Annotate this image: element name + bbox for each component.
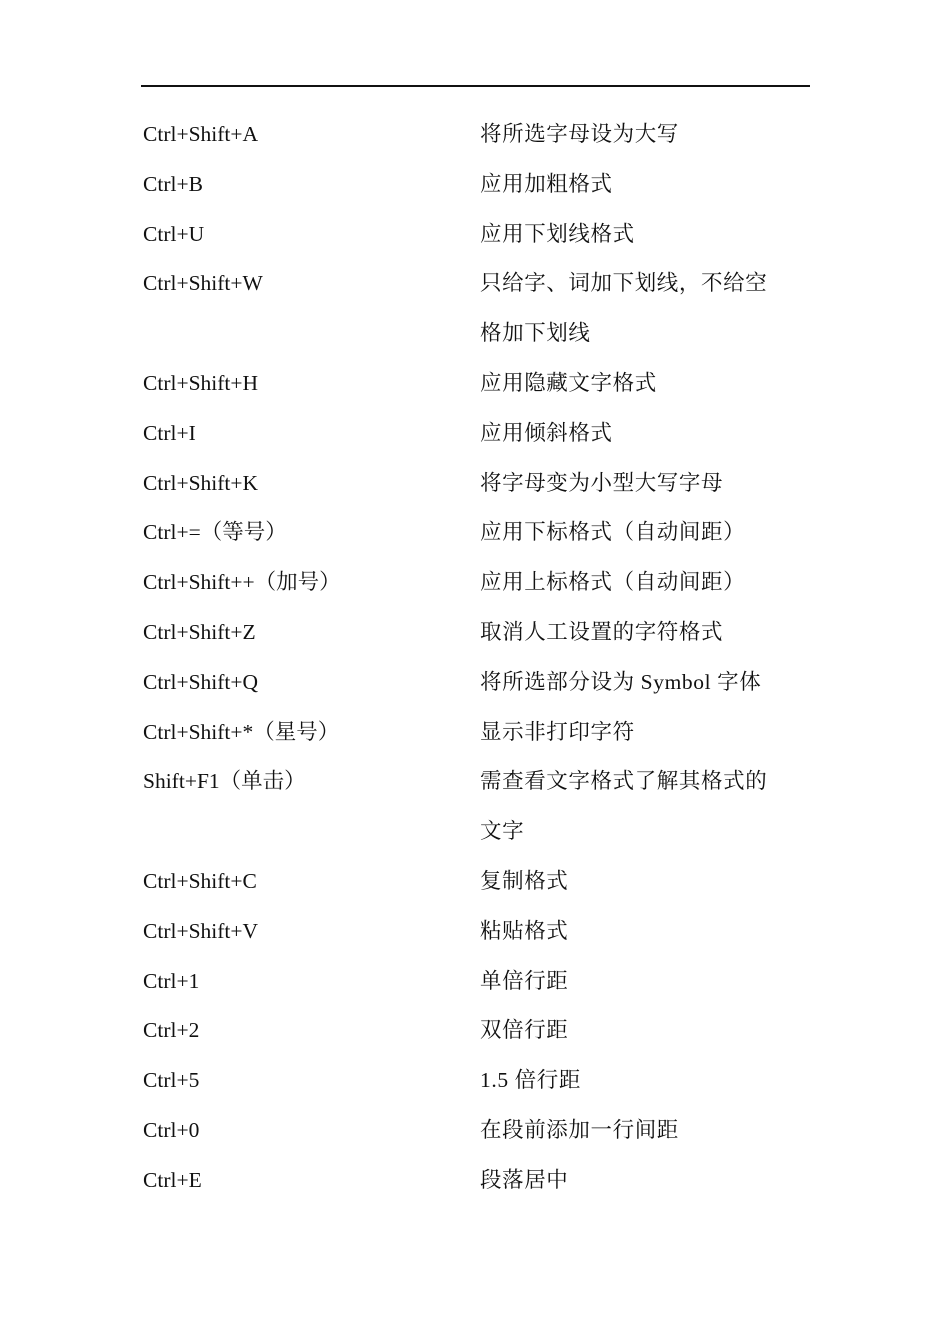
shortcut-key: Ctrl+Shift+A	[143, 122, 259, 146]
header-rule	[141, 85, 810, 87]
shortcut-description: 应用加粗格式	[480, 171, 613, 196]
shortcut-key: Ctrl+1	[143, 968, 200, 993]
table-row	[143, 608, 783, 658]
table-row	[143, 1156, 783, 1206]
shortcut-key: Ctrl+Shift++（加号）	[143, 570, 341, 595]
shortcut-description: 应用上标格式（自动间距）	[480, 570, 746, 595]
table-row	[143, 708, 783, 758]
shortcut-description: 只给字、词加下划线，不给空格加下划线	[480, 271, 768, 346]
shortcut-description: 需查看文字格式了解其格式的文字	[480, 769, 768, 844]
table-row	[143, 409, 783, 459]
shortcut-description: 双倍行距	[480, 1018, 569, 1043]
table-row	[143, 757, 783, 857]
shortcut-key: Ctrl+Shift+K	[143, 470, 259, 495]
table-row	[143, 508, 783, 558]
shortcut-description: 应用下标格式（自动间距）	[480, 520, 746, 545]
shortcut-description: 复制格式	[480, 868, 569, 893]
shortcut-key: Ctrl+0	[143, 1117, 200, 1142]
shortcut-key: Ctrl+E	[143, 1167, 202, 1192]
shortcut-key: Ctrl+Shift+V	[143, 918, 259, 943]
shortcut-description: 粘贴格式	[480, 918, 569, 943]
shortcut-description: 应用倾斜格式	[480, 420, 613, 445]
table-row	[143, 259, 783, 359]
table-row	[143, 459, 783, 509]
shortcut-key: Ctrl+2	[143, 1018, 200, 1043]
shortcut-key: Ctrl+Shift+W	[143, 271, 263, 296]
shortcut-key: Ctrl+Shift+H	[143, 370, 259, 395]
shortcut-description: 将字母变为小型大写字母	[480, 470, 724, 495]
shortcut-key: Ctrl+=（等号）	[143, 520, 287, 545]
table-row	[143, 658, 783, 708]
shortcut-description: 显示非打印字符	[480, 719, 635, 744]
shortcut-description: 单倍行距	[480, 968, 569, 993]
shortcut-description: 取消人工设置的字符格式	[480, 619, 724, 644]
shortcut-description: 将所选部分设为 Symbol 字体	[480, 669, 762, 694]
shortcut-description: 应用隐藏文字格式	[480, 370, 657, 395]
shortcut-description: 将所选字母设为大写	[480, 122, 679, 146]
shortcut-description: 应用下划线格式	[480, 221, 635, 246]
shortcut-description: 1.5 倍行距	[480, 1068, 581, 1093]
table-row	[143, 1106, 783, 1156]
shortcut-key: Ctrl+I	[143, 420, 196, 445]
shortcut-key: Ctrl+Shift+*（星号）	[143, 719, 340, 744]
shortcut-key: Ctrl+Shift+Q	[143, 669, 259, 694]
table-row	[143, 558, 783, 608]
table-row	[143, 857, 783, 907]
shortcut-key: Ctrl+Shift+Z	[143, 619, 256, 644]
shortcut-description: 段落居中	[480, 1167, 569, 1192]
shortcut-table	[143, 110, 783, 1206]
table-row	[143, 1006, 783, 1056]
table-row	[143, 110, 783, 160]
shortcut-key: Ctrl+Shift+C	[143, 868, 257, 893]
table-row	[143, 359, 783, 409]
shortcut-key: Ctrl+5	[143, 1068, 200, 1093]
shortcut-key: Ctrl+U	[143, 221, 205, 246]
table-row	[143, 210, 783, 260]
shortcut-key: Ctrl+B	[143, 171, 203, 196]
table-row	[143, 957, 783, 1007]
table-row	[143, 1056, 783, 1106]
table-row	[143, 160, 783, 210]
shortcut-key: Shift+F1（单击）	[143, 769, 306, 794]
table-row	[143, 907, 783, 957]
shortcut-description: 在段前添加一行间距	[480, 1117, 679, 1142]
